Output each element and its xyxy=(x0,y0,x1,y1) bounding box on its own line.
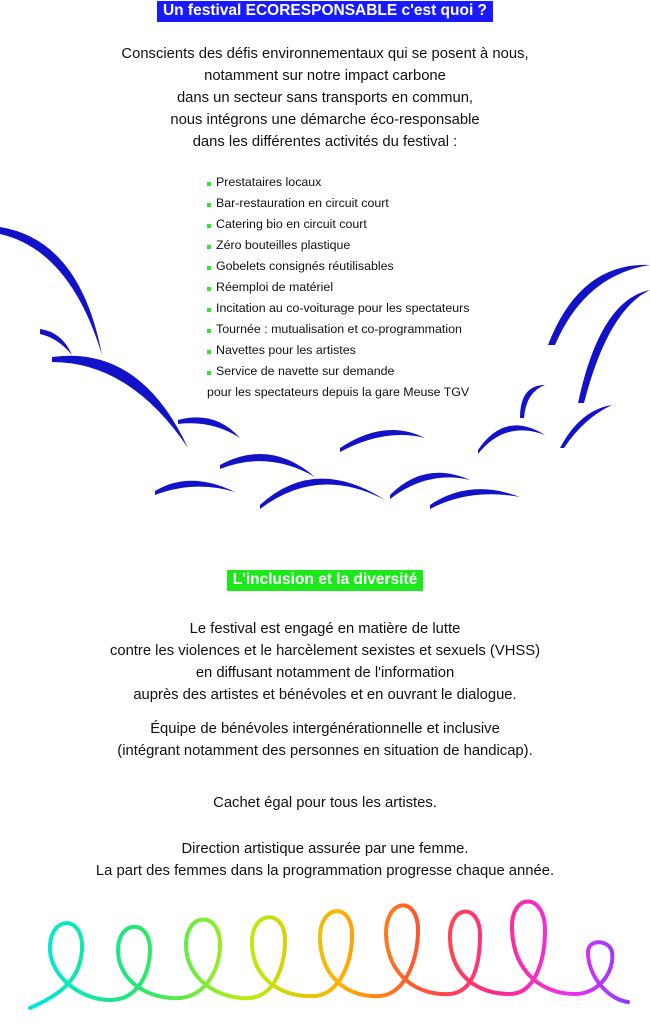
cloud-arc xyxy=(40,329,72,355)
equal-fee-paragraph: Cachet égal pour tous les artistes. xyxy=(213,795,437,811)
eco-intro-line: Conscients des défis environnementaux qui se posent à nous, xyxy=(121,46,529,62)
cloud-arc xyxy=(430,489,520,509)
cloud-arc xyxy=(220,454,315,477)
cloud-arc xyxy=(178,417,240,438)
rainbow-loop-line xyxy=(30,902,628,1009)
list-item-label: Réemploi de matériel xyxy=(216,280,334,294)
list-item xyxy=(207,340,469,361)
list-item xyxy=(207,298,469,319)
direction-line: Direction artistique assurée par une femme. xyxy=(181,841,469,857)
list-item xyxy=(207,172,469,193)
cloud-arc xyxy=(260,479,385,509)
cloud-arc xyxy=(52,356,188,448)
eco-intro-line: dans les différentes activités du festival : xyxy=(192,134,458,150)
list-item-label: Bar-restauration en circuit court xyxy=(216,196,389,210)
list-item-continuation: pour les spectateurs depuis la gare Meuse TGV xyxy=(207,385,470,399)
list-item xyxy=(207,235,469,256)
direction-line: La part des femmes dans la programmation progresse chaque année. xyxy=(95,863,555,879)
vhss-line: en diffusant notamment de l'information xyxy=(195,665,455,681)
bullet-dot xyxy=(207,350,211,354)
vhss-line: Le festival est engagé en matière de lutte xyxy=(189,621,461,637)
eco-actions-list xyxy=(207,172,469,403)
volunteers-line: Équipe de bénévoles intergénérationnelle et inclusive xyxy=(150,721,500,737)
volunteers-paragraph xyxy=(0,718,650,762)
cloud-arc xyxy=(560,405,612,448)
volunteers-line: (intégrant notamment des personnes en situation de handicap). xyxy=(117,743,533,759)
list-item-label: Service de navette sur demande xyxy=(216,364,395,378)
inclusion-section-title xyxy=(0,570,650,591)
list-item xyxy=(207,277,469,298)
list-item-label: Tournée : mutualisation et co-programmation xyxy=(216,322,462,336)
list-item-label: Gobelets consignés réutilisables xyxy=(216,259,394,273)
list-item-label: Zéro bouteilles plastique xyxy=(216,238,351,252)
vhss-line: auprès des artistes et bénévoles et en ouvrant le dialogue. xyxy=(133,687,517,703)
inclusion-title-highlight: L'inclusion et la diversité xyxy=(227,570,424,591)
cloud-arc xyxy=(548,265,650,345)
cloud-arc xyxy=(578,290,650,403)
list-item xyxy=(207,256,469,277)
list-item-label: Navettes pour les artistes xyxy=(216,343,356,357)
bullet-dot xyxy=(207,308,211,312)
list-item xyxy=(207,214,469,235)
list-item xyxy=(207,319,469,340)
list-item xyxy=(207,193,469,214)
cloud-arc xyxy=(478,425,545,454)
bullet-dot xyxy=(207,371,211,375)
eco-intro-line: dans un secteur sans transports en commun, xyxy=(176,90,474,106)
bullet-dot xyxy=(207,224,211,228)
cloud-arc xyxy=(340,430,425,452)
bullet-dot xyxy=(207,245,211,249)
vhss-line: contre les violences et le harcèlement sexistes et sexuels (VHSS) xyxy=(109,643,541,659)
list-item-label: Incitation au co-voiturage pour les spectateurs xyxy=(216,301,470,315)
bullet-dot xyxy=(207,182,211,186)
bullet-dot xyxy=(207,329,211,333)
bullet-dot xyxy=(207,287,211,291)
rainbow-loop-decoration xyxy=(0,890,650,1024)
direction-paragraph xyxy=(0,838,650,882)
eco-title-highlight: Un festival ECORESPONSABLE c'est quoi ? xyxy=(157,1,493,22)
cloud-arc xyxy=(155,481,235,495)
vhss-paragraph xyxy=(0,618,650,706)
eco-intro-line: notamment sur notre impact carbone xyxy=(204,68,446,84)
list-item xyxy=(207,361,469,382)
list-item-label: Prestataires locaux xyxy=(216,175,322,189)
bullet-dot xyxy=(207,203,211,207)
cloud-arc xyxy=(520,385,545,418)
list-item-label: Catering bio en circuit court xyxy=(216,217,367,231)
bullet-dot xyxy=(207,266,211,270)
eco-intro-line: nous intégrons une démarche éco-responsable xyxy=(170,112,480,128)
